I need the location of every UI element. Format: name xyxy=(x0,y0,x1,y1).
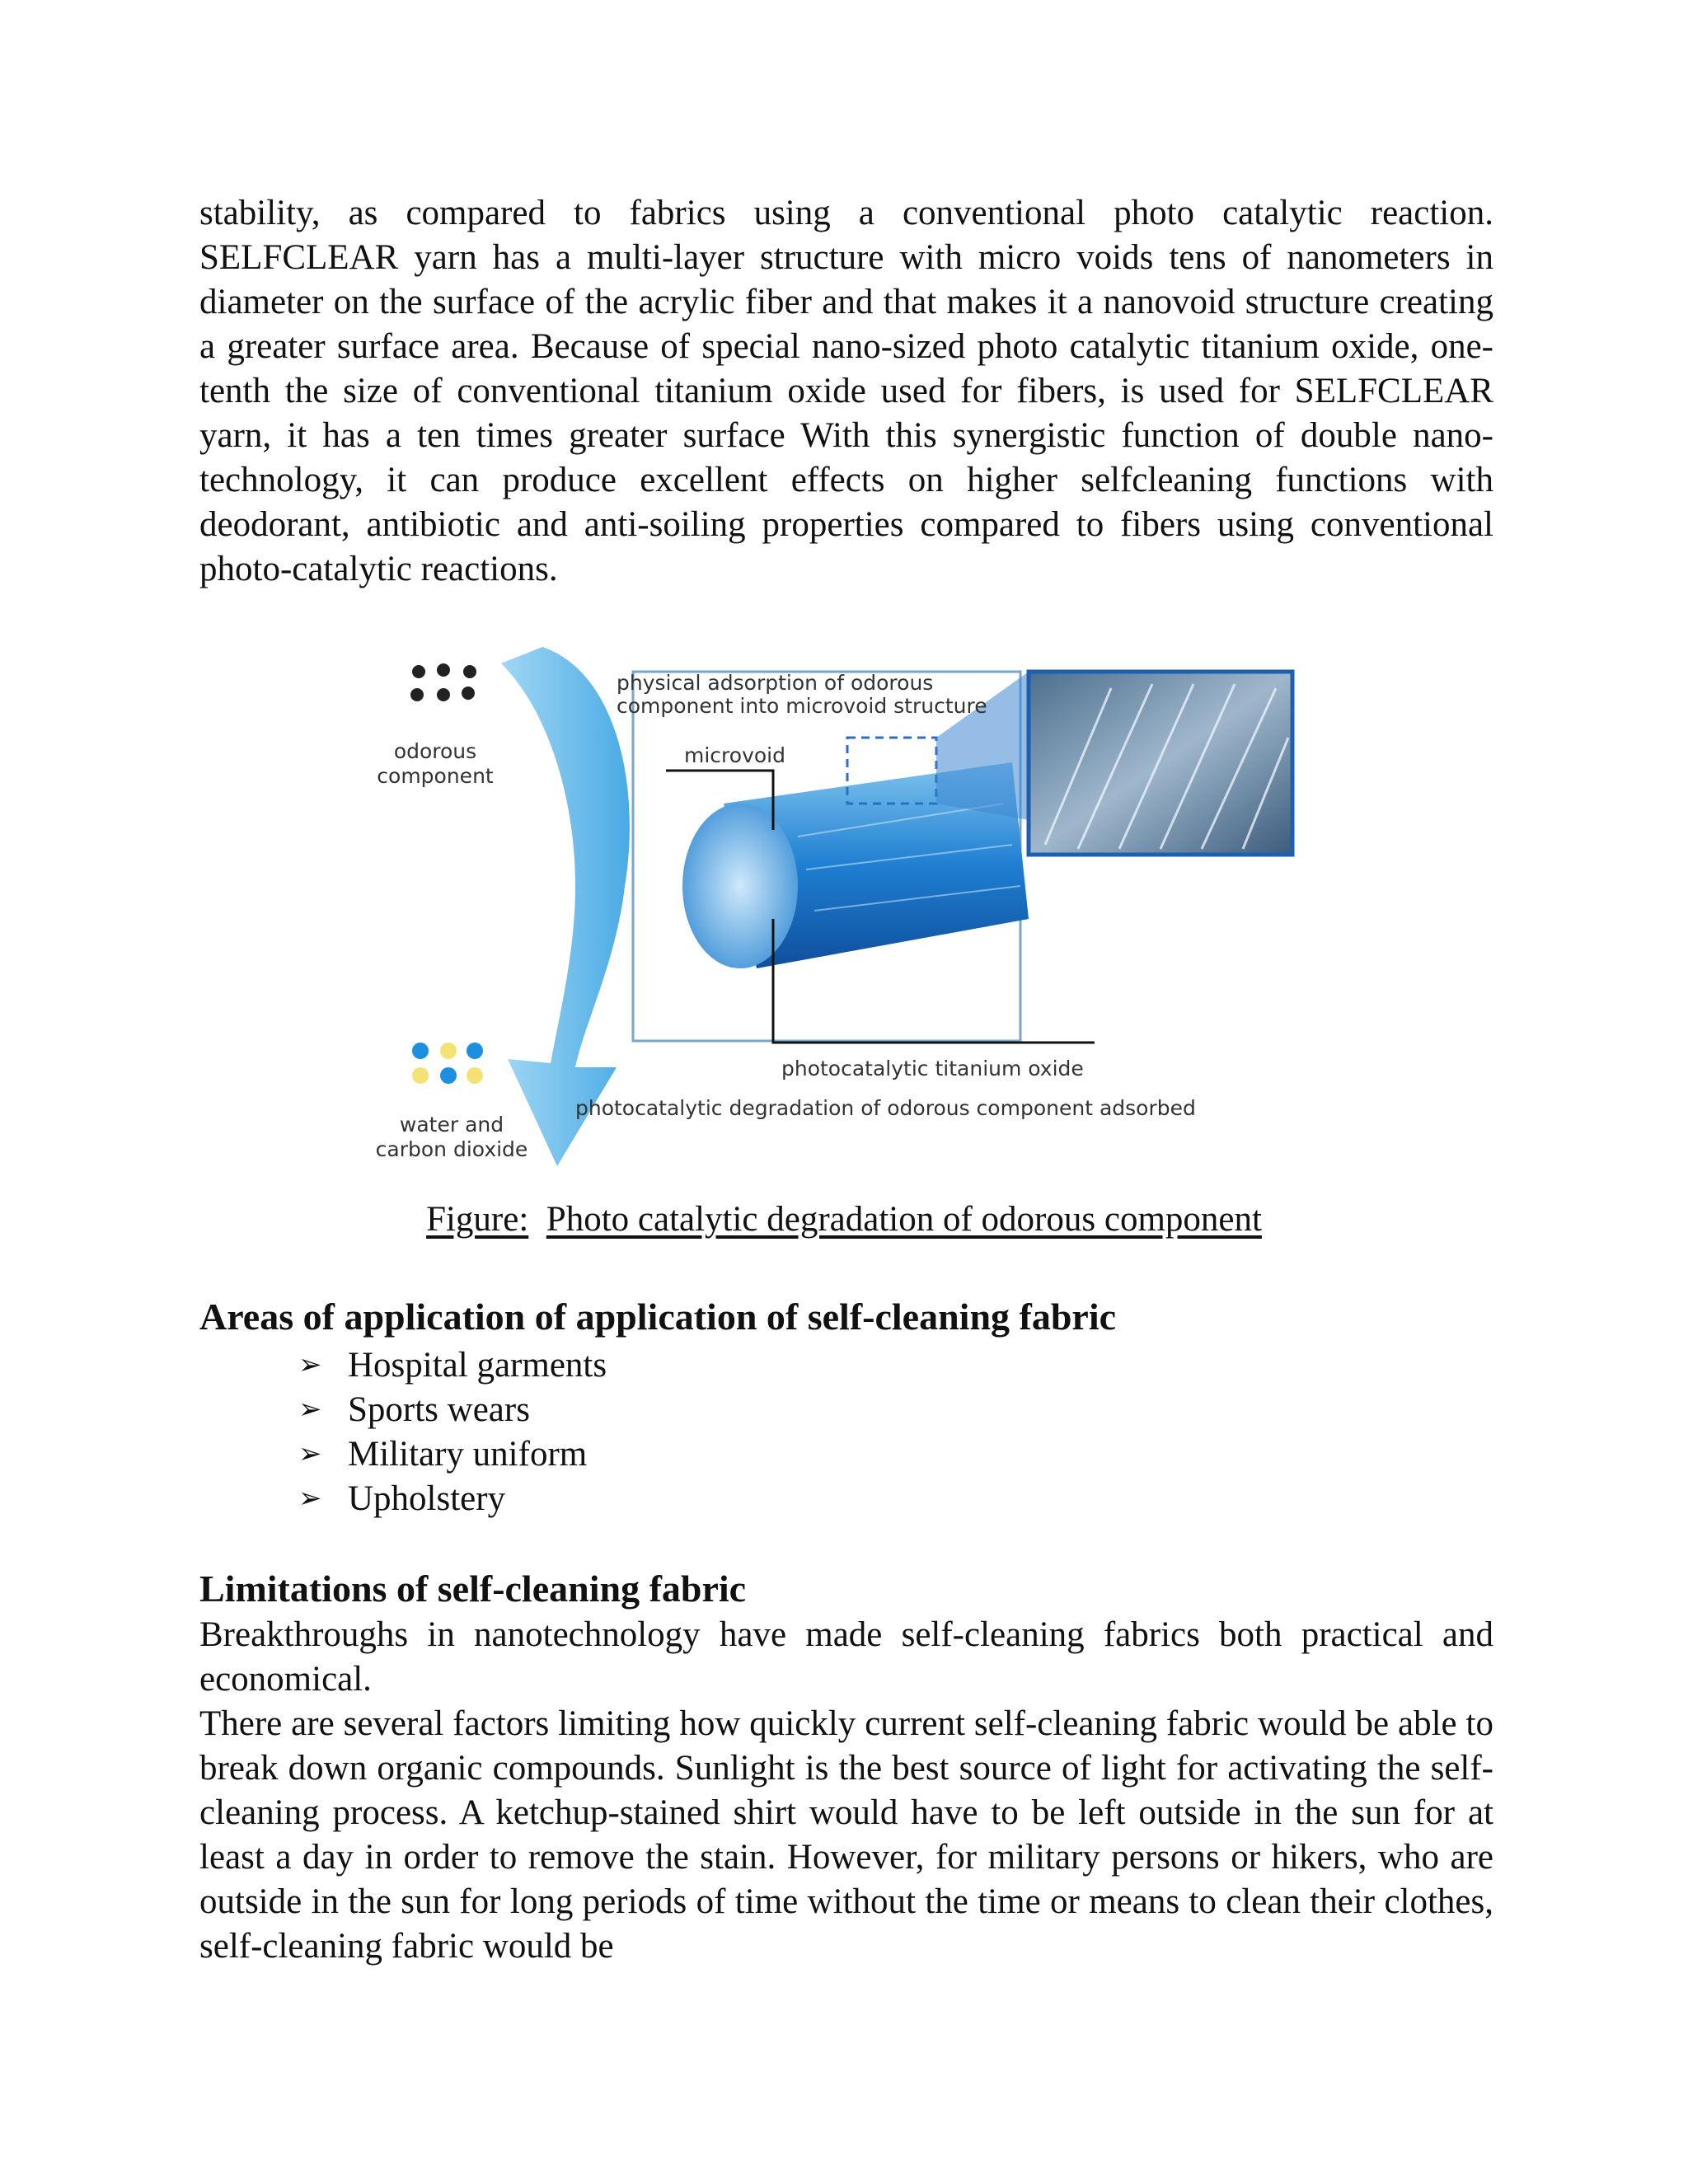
label-adsorption-1: physical adsorption of odorous xyxy=(617,671,934,695)
label-water-1: water and xyxy=(399,1113,504,1137)
caption-text: Photo catalytic degradation of odorous component xyxy=(546,1200,1262,1239)
caption-prefix: Figure: xyxy=(426,1200,529,1239)
arrow-bullet-icon: ➢ xyxy=(298,1394,322,1425)
label-water-2: carbon dioxide xyxy=(375,1137,528,1161)
arrow-bullet-icon: ➢ xyxy=(298,1439,322,1469)
limitations-paragraph-1: Breakthroughs in nanotechnology have made self-cleaning fabrics both practical and economical. xyxy=(199,1615,1493,1699)
list-item: ➢ Sports wears xyxy=(298,1388,607,1432)
diagram-svg xyxy=(369,639,1319,1183)
arrow-bullet-icon: ➢ xyxy=(298,1350,322,1380)
water-co2-dots-icon xyxy=(412,1043,483,1084)
arrow-bullet-icon: ➢ xyxy=(298,1483,322,1514)
label-microvoid: microvoid xyxy=(684,743,785,767)
list-item: ➢ Upholstery xyxy=(298,1477,607,1521)
limitations-heading: Limitations of self-cleaning fabric xyxy=(199,1568,747,1610)
label-degradation: photocatalytic degradation of odorous component adsorbed xyxy=(575,1096,1196,1120)
label-adsorption-2: component into microvoid structure xyxy=(617,694,987,718)
limitations-paragraph-2: There are several factors limiting how quickly current self-cleaning fabric would be able to break down organic compounds. Sunlight is the best source of light for activating the self-cleaning process. A ketchup-stained shirt would have to be left outside in the sun for at least a day in order to remove the stain. However, for military persons or hikers, who are outside in the sun for long periods of time without the time or means to clean their clothes, self-cleaning fabric would be xyxy=(199,1704,1493,1966)
odorous-dots-icon xyxy=(410,663,476,701)
fiber-end xyxy=(682,804,798,968)
intro-paragraph: stability, as compared to fabrics using a conventional photo catalytic reaction. SELFCLEAR yarn has a multi-layer structure with micro voids tens of nanometers in diameter on the surface of the acrylic fiber and that makes it a nanovoid structure creating a greater surface area. Because of special nano-sized photo catalytic titanium oxide, one-tenth the size of conventional titanium oxide used for fibers, is used for SELFCLEAR yarn, it has a ten times greater surface With this synergistic function of double nano-technology, it can produce excellent effects on higher selfcleaning functions with deodorant, antibiotic and anti-soiling properties compared to fibers using conventional photo-catalytic reactions. xyxy=(199,194,1493,588)
figure-caption xyxy=(0,1197,1688,1242)
label-odorous-2: component xyxy=(377,764,494,788)
label-odorous-1: odorous xyxy=(393,739,477,763)
list-item: ➢ Hospital garments xyxy=(298,1343,607,1388)
list-item: ➢ Military uniform xyxy=(298,1432,607,1477)
intro-section xyxy=(199,191,1493,592)
applications-list xyxy=(298,1343,607,1521)
flow-arrow xyxy=(501,647,630,1166)
applications-heading: Areas of application of application of self-cleaning fabric xyxy=(199,1296,1117,1338)
label-titanium: photocatalytic titanium oxide xyxy=(781,1057,1084,1080)
figure-photocatalytic-diagram xyxy=(369,639,1319,1183)
